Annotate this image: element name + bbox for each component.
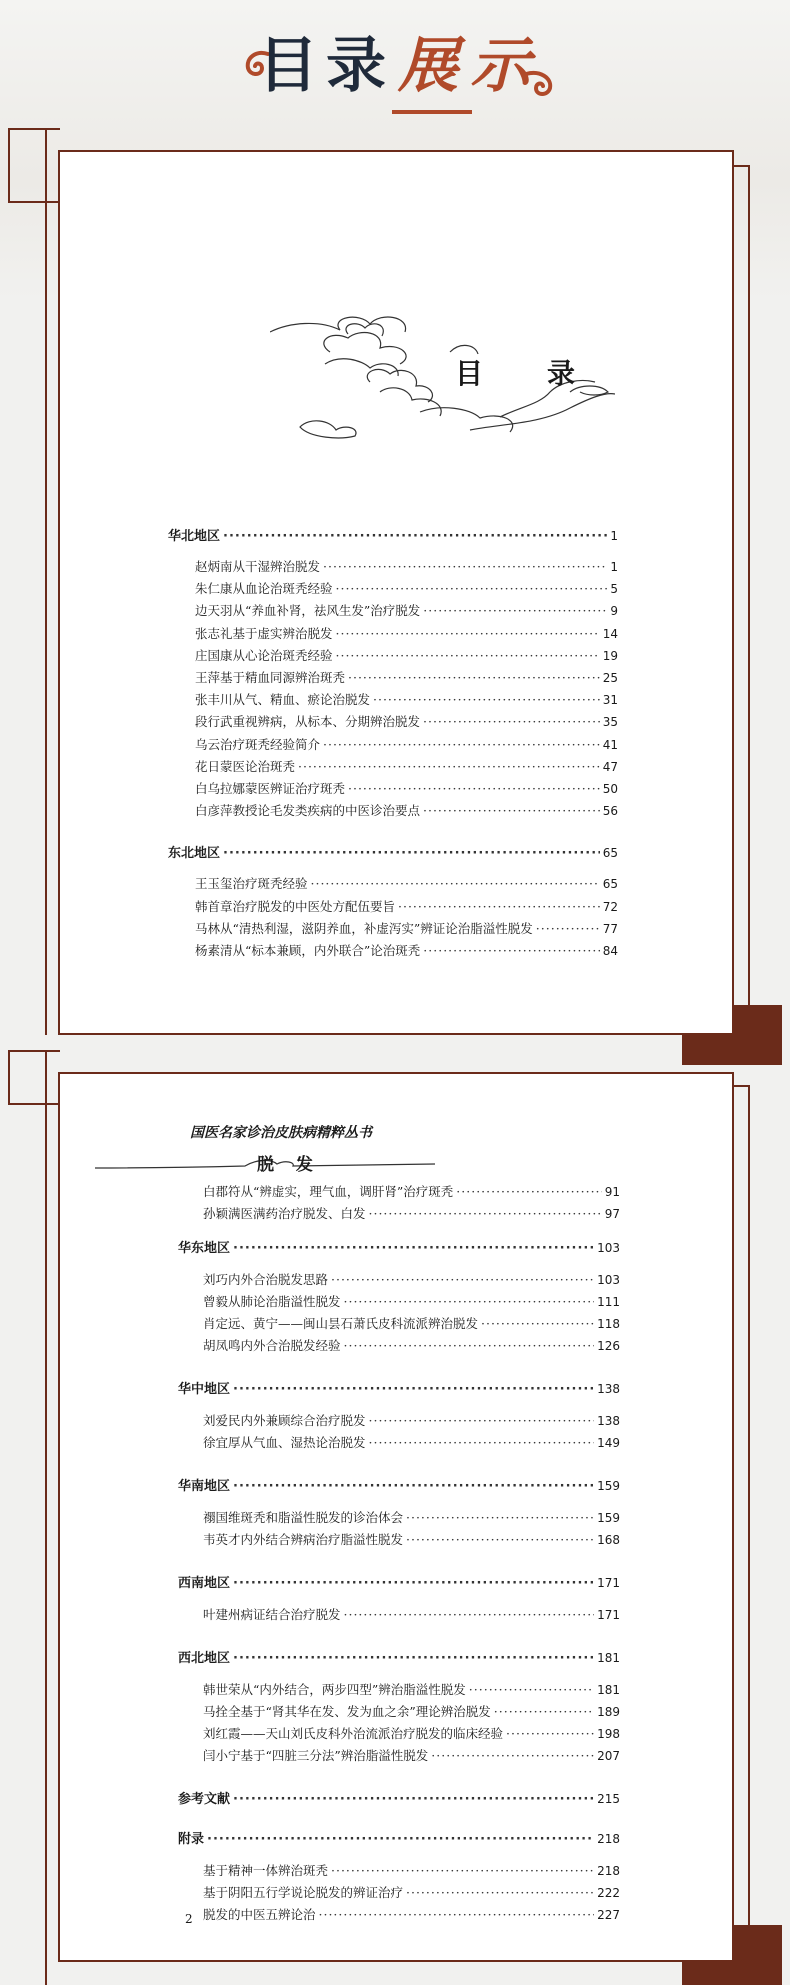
toc-entry-row[interactable]	[195, 759, 618, 775]
dot-leader	[323, 559, 607, 575]
toc-entry-row[interactable]	[203, 1704, 620, 1720]
entry-title: 刘爱民内外兼顾综合治疗脱发	[203, 1413, 366, 1428]
toc-section-row[interactable]	[178, 1575, 620, 1592]
page-ref: 189	[597, 1705, 620, 1719]
page-ref: 25	[602, 671, 618, 685]
toc-entry-row[interactable]	[203, 1907, 620, 1923]
page-ref: 103	[597, 1241, 620, 1255]
entry-title: 杨素清从“标本兼顾，内外联合”论治斑秃	[195, 943, 421, 958]
page-ref: 14	[602, 626, 618, 641]
toc-entry-row[interactable]	[195, 921, 618, 937]
frame-line	[8, 128, 10, 203]
toc-entry-row[interactable]	[203, 1682, 620, 1698]
dot-leader	[373, 692, 600, 708]
dot-leader	[494, 1704, 594, 1720]
toc-section-row[interactable]	[178, 1831, 620, 1848]
toc-entry-row[interactable]	[195, 943, 618, 959]
entry-title: 禤国维斑秃和脂溢性脱发的诊治体会	[203, 1510, 404, 1525]
toc-entry-row[interactable]	[195, 670, 618, 686]
toc-entry-row[interactable]	[195, 899, 618, 915]
dot-leader	[223, 846, 600, 862]
page-ref: 222	[597, 1886, 620, 1900]
dot-leader	[311, 876, 600, 892]
page-ref: 19	[602, 648, 618, 663]
entry-title: 王玉玺治疗斑秃经验	[195, 876, 308, 892]
entry-title: 乌云治疗斑秃经验简介	[195, 736, 321, 752]
toc-entry-row[interactable]	[203, 1748, 620, 1764]
section-title: 西南地区	[178, 1576, 231, 1591]
toc-entry-row[interactable]	[203, 1885, 620, 1901]
frame-line	[45, 128, 47, 1035]
entry-title: 脱发的中医五辨论治	[203, 1907, 316, 1922]
toc-section-row[interactable]	[168, 845, 618, 862]
frame-line	[748, 1085, 750, 1925]
entry-title: 段行武重视辨病，从标本、分期辨治脱发	[195, 714, 421, 730]
toc-entry-row[interactable]	[195, 581, 618, 597]
toc-entry-row[interactable]	[195, 648, 618, 664]
toc-entry-row[interactable]	[203, 1294, 620, 1310]
dot-leader	[331, 1863, 594, 1879]
page-ref: 65	[602, 877, 618, 892]
toc-section-row[interactable]	[178, 1650, 620, 1667]
page-ref: 111	[597, 1295, 620, 1309]
toc-entry-row[interactable]	[203, 1510, 620, 1526]
toc-section-row[interactable]	[178, 1478, 620, 1495]
entry-title: 朱仁康从血论治斑秃经验	[195, 581, 333, 597]
section-title: 华南地区	[178, 1479, 231, 1494]
frame-line	[8, 201, 60, 203]
page-ref: 218	[597, 1864, 620, 1878]
toc-entry-row[interactable]	[203, 1607, 620, 1623]
page-ref: 77	[602, 921, 618, 936]
toc-entry-row[interactable]	[195, 876, 618, 892]
toc-entry-row[interactable]	[203, 1206, 620, 1222]
subject-title: 脱 发	[257, 1155, 321, 1175]
dot-leader	[348, 670, 600, 686]
page-ref: 149	[597, 1436, 620, 1450]
entry-title: 庄国康从心论治斑秃经验	[195, 647, 333, 663]
page-ref: 138	[597, 1414, 620, 1428]
entry-title: 白郡符从“辨虚实，理气血，调肝肾”治疗斑秃	[203, 1184, 454, 1199]
entry-title: 徐宜厚从气血、湿热论治脱发	[203, 1435, 366, 1450]
entry-title: 赵炳南从干湿辨治脱发	[195, 559, 321, 574]
entry-title: 叶建州病证结合治疗脱发	[203, 1607, 341, 1622]
page-ref: 227	[597, 1908, 620, 1922]
entry-title: 马林从“清热利湿，滋阴养血，补虚泻实”辨证论治脂溢性脱发	[195, 920, 533, 936]
frame-block	[734, 1925, 782, 1985]
page-ref: 84	[602, 944, 618, 958]
page-ref: 50	[602, 782, 618, 796]
page-ref: 218	[597, 1832, 620, 1846]
series-title: 国医名家诊治皮肤病精粹丛书	[190, 1125, 372, 1141]
page-ref: 97	[604, 1207, 620, 1221]
entry-title: 胡凤鸣内外合治脱发经验	[203, 1338, 341, 1353]
dot-leader	[481, 1316, 594, 1332]
frame-line	[45, 1050, 47, 1985]
dot-leader	[336, 581, 608, 597]
page-ref: 56	[602, 804, 618, 819]
page-ref: 31	[602, 693, 618, 708]
dot-leader	[344, 1607, 595, 1623]
header-title-char-1: 目	[258, 31, 318, 101]
toc-entry-row[interactable]	[203, 1435, 620, 1451]
toc-entry-row[interactable]	[195, 803, 618, 819]
dot-leader	[369, 1206, 602, 1222]
dot-leader	[223, 529, 607, 545]
page-ref: 207	[597, 1749, 620, 1763]
dot-leader	[331, 1272, 594, 1288]
page-ref: 168	[597, 1533, 620, 1547]
page-ref: 138	[597, 1382, 620, 1396]
page-ref: 72	[602, 899, 618, 914]
page-ref: 91	[604, 1185, 620, 1199]
page-ref: 171	[597, 1576, 620, 1590]
dot-leader	[536, 921, 600, 937]
header-underline	[392, 110, 472, 114]
section-title: 华北地区	[168, 529, 221, 544]
toc-title: 目 录	[455, 357, 594, 390]
swirl-ornament-icon-right	[520, 64, 560, 104]
page-ref: 1	[610, 529, 618, 543]
toc-entry-row[interactable]	[203, 1726, 620, 1742]
section-title: 东北地区	[168, 846, 221, 862]
page-ref: 47	[602, 759, 618, 774]
dot-leader	[336, 648, 600, 664]
section-title: 附录	[178, 1832, 205, 1847]
toc-page-1	[58, 150, 734, 1035]
page-ref: 1	[610, 560, 618, 574]
section-title: 华东地区	[178, 1241, 231, 1256]
entry-title: 张丰川从气、精血、瘀论治脱发	[195, 692, 371, 708]
page-ref: 35	[602, 715, 618, 730]
frame-line	[8, 1103, 60, 1105]
toc-section-row[interactable]	[168, 528, 618, 545]
page-ref: 118	[597, 1317, 620, 1331]
toc-entry-row[interactable]	[203, 1863, 620, 1879]
toc-entry-row[interactable]	[195, 603, 618, 619]
page-ref: 198	[597, 1727, 620, 1741]
page-ref: 181	[597, 1651, 620, 1665]
toc-section-row[interactable]	[178, 1381, 620, 1398]
page-ref: 215	[597, 1792, 620, 1806]
section-title: 西北地区	[178, 1651, 231, 1666]
page-ref: 41	[602, 737, 618, 752]
dot-leader	[456, 1184, 601, 1200]
page-ref: 181	[597, 1683, 620, 1697]
entry-title: 孙颖满医满药治疗脱发、白发	[203, 1206, 366, 1221]
toc-entry-row[interactable]	[203, 1338, 620, 1354]
dot-leader	[319, 1907, 595, 1923]
entry-title: 白乌拉娜蒙医辨证治疗斑秃	[195, 781, 346, 796]
frame-line	[8, 128, 60, 130]
dot-leader	[344, 1294, 595, 1310]
entry-title: 韩首章治疗脱发的中医处方配伍要旨	[195, 898, 396, 914]
dot-leader	[406, 1532, 594, 1548]
toc-section-row[interactable]	[178, 1240, 620, 1257]
dot-leader	[336, 626, 600, 642]
dot-leader	[406, 1885, 594, 1901]
frame-line	[8, 1050, 60, 1052]
toc-entry-row[interactable]	[203, 1316, 620, 1332]
dot-leader	[233, 1382, 594, 1398]
frame-block	[734, 1005, 782, 1065]
toc-section-row[interactable]	[178, 1791, 620, 1808]
entry-title: 马拴全基于“肾其华在发、发为血之余”理论辨治脱发	[203, 1704, 491, 1719]
dot-leader	[431, 1748, 594, 1764]
toc-entry-row[interactable]	[195, 781, 618, 797]
dot-leader	[233, 1651, 594, 1667]
dot-leader	[406, 1510, 594, 1526]
toc-entry-row[interactable]	[195, 626, 618, 642]
entry-title: 白彦萍教授论毛发类疾病的中医诊治要点	[195, 803, 421, 819]
entry-title: 刘巧内外合治脱发思路	[203, 1272, 329, 1287]
entry-title: 肖定远、黄宁——闽山昙石萧氏皮科流派辨治脱发	[203, 1316, 479, 1331]
page-ref: 171	[597, 1608, 620, 1622]
entry-title: 王萍基于精血同源辨治斑秃	[195, 670, 346, 685]
entry-title: 韩世荣从“内外结合，两步四型”辨治脂溢性脱发	[203, 1682, 466, 1697]
dot-leader	[344, 1338, 595, 1354]
dot-leader	[398, 899, 600, 915]
entry-title: 韦英才内外结合辨病治疗脂溢性脱发	[203, 1532, 404, 1547]
entry-title: 曾毅从肺论治脂溢性脱发	[203, 1294, 341, 1309]
page-ref: 5	[610, 582, 618, 597]
toc-entry-row[interactable]	[195, 559, 618, 575]
dot-leader	[423, 943, 599, 959]
header-title-char-4: 示	[470, 31, 530, 101]
entry-title: 花日蒙医论治斑秃	[195, 758, 296, 774]
dot-leader	[423, 714, 600, 730]
entry-title: 边天羽从“养血补肾，祛风生发”治疗脱发	[195, 603, 421, 619]
page-number: 2	[185, 1912, 193, 1926]
toc-entry-row[interactable]	[203, 1184, 620, 1200]
frame-block	[682, 1035, 738, 1065]
frame-line	[748, 165, 750, 1005]
section-title: 参考文献	[178, 1792, 231, 1807]
toc-page-2	[58, 1072, 734, 1962]
entry-title: 基于精神一体辨治斑秃	[203, 1863, 329, 1878]
page-ref: 159	[597, 1511, 620, 1525]
entry-title: 张志礼基于虚实辨治脱发	[195, 625, 333, 641]
dot-leader	[423, 603, 607, 619]
dot-leader	[348, 781, 600, 797]
dot-leader	[369, 1413, 595, 1429]
frame-line	[734, 165, 750, 167]
section-title: 华中地区	[178, 1382, 231, 1397]
page-ref: 126	[597, 1339, 620, 1353]
dot-leader	[323, 737, 600, 753]
toc-entry-row[interactable]	[203, 1272, 620, 1288]
page-ref: 9	[610, 604, 618, 619]
entry-title: 基于阴阳五行学说论脱发的辨证治疗	[203, 1885, 404, 1900]
entry-title: 刘红霞——天山刘氏皮科外治流派治疗脱发的临床经验	[203, 1726, 504, 1741]
dot-leader	[423, 803, 600, 819]
frame-block	[682, 1962, 738, 1985]
page-ref: 103	[597, 1273, 620, 1287]
dot-leader	[469, 1682, 594, 1698]
toc-entry-row[interactable]	[203, 1413, 620, 1429]
header-title-char-2: 录	[326, 31, 386, 101]
dot-leader	[233, 1792, 594, 1808]
dot-leader	[298, 759, 600, 775]
frame-line	[8, 1050, 10, 1105]
page-header	[0, 18, 790, 108]
dot-leader	[207, 1832, 594, 1848]
toc-entry-row[interactable]	[195, 692, 618, 708]
dot-leader	[233, 1479, 594, 1495]
dot-leader	[506, 1726, 594, 1742]
dot-leader	[233, 1576, 594, 1592]
header-title-char-3: 展	[398, 31, 458, 101]
toc-entry-row[interactable]	[195, 714, 618, 730]
page-ref: 159	[597, 1479, 620, 1493]
dot-leader	[369, 1435, 595, 1451]
page-ref: 65	[602, 846, 618, 861]
entry-title: 闫小宁基于“四脏三分法”辨治脂溢性脱发	[203, 1748, 429, 1763]
frame-line	[734, 1085, 750, 1087]
dot-leader	[233, 1241, 594, 1257]
toc-entry-row[interactable]	[203, 1532, 620, 1548]
toc-entry-row[interactable]	[195, 737, 618, 753]
